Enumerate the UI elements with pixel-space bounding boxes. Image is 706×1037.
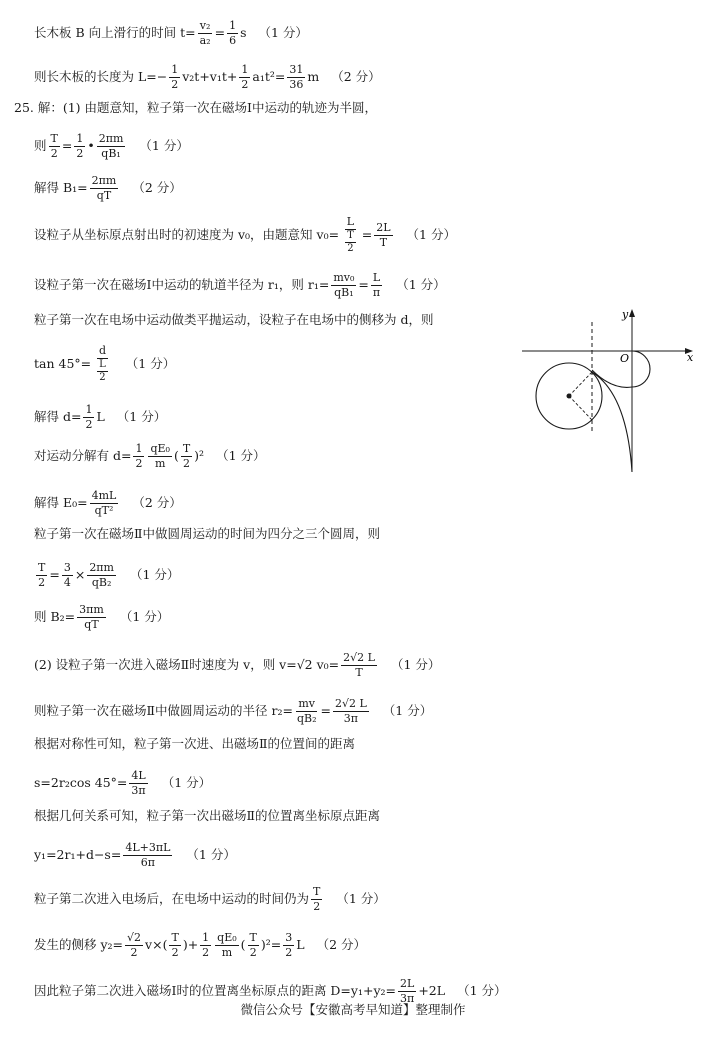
solution-line [34,932,366,958]
denominator: 2 [85,417,93,431]
score-points: （1 分） [382,702,433,718]
line-text: (2) 设粒子第一次进入磁场Ⅱ时速度为 v，则 v=√2 v₀= [34,656,340,672]
solution-line [34,528,380,541]
denominator: qB₁ [101,146,121,160]
numerator: 2√2 L [343,651,375,664]
solution-line [34,604,169,630]
fraction [331,272,356,298]
solution-line [34,810,380,823]
fraction [215,932,238,958]
fraction [77,604,106,630]
numerator: v₂ [199,19,211,32]
denominator: m [154,456,166,470]
numerator: 3πm [79,603,104,616]
denominator: qB₂ [296,711,317,725]
denominator: 2 [183,456,190,470]
denominator: qT [84,617,99,631]
numerator: 2L [376,221,391,235]
fraction [62,562,73,588]
fraction [200,932,211,958]
small-semicircle-arc [632,351,650,387]
denominator: 2 [285,945,293,959]
fraction [333,698,369,724]
line-text: ( [173,447,179,463]
fraction [198,20,213,46]
score-points: （1 分） [116,408,167,424]
numerator: 4mL [91,489,117,502]
fraction [371,272,382,298]
line-text: 因此粒子第二次进入磁场Ⅰ时的位置离坐标原点的距离 D=y₁+y₂= [34,982,397,998]
numerator: 2√2 L [334,697,367,710]
numerator: L [97,360,108,373]
denominator: 2 [99,372,106,384]
numerator: qE₀ [217,931,237,944]
score-points: （1 分） [216,447,266,463]
denominator: 2 [171,945,179,959]
line-text: 粒子第一次在电场中运动做类平抛运动，设粒子在电场中的侧移为 d，则 [34,312,434,327]
denominator: T [379,235,388,249]
line-text: 则 B₂= [34,608,76,624]
numerator: T [171,931,179,944]
origin-label: O [620,352,630,365]
line-text: 设粒子从坐标原点射出时的初速度为 v₀，由题意知 v₀= [34,227,340,243]
numerator: 1 [135,442,143,455]
fraction [345,231,356,255]
score-points: （1 分） [258,24,308,40]
line-text: 长木板 B 向上滑行的时间 t= [34,24,196,40]
denominator: 6 [229,33,237,47]
numerator: T [38,561,46,574]
fraction [283,932,294,958]
numerator: mv₀ [333,271,355,284]
solution-line [14,102,377,115]
line-text: L [296,936,305,952]
denominator: 2 [171,77,179,91]
solution-line [34,345,175,384]
line-text: 根据对称性可知，粒子第一次进、出磁场Ⅱ的位置间的距离 [34,736,355,751]
line-text: = [320,702,331,718]
numerator: 1 [241,63,249,76]
numerator: L [346,215,355,228]
numerator: qE₀ [150,442,170,455]
solution-line [34,404,166,430]
score-points: （1 分） [139,137,189,153]
line-text: × [74,566,86,582]
numerator: T [313,885,321,898]
numerator: 2πm [89,561,114,574]
score-points: （2 分） [132,179,182,195]
denominator: 6π [140,855,155,869]
denominator: 2 [38,575,46,589]
numerator: 1 [229,19,237,32]
fraction [341,652,377,678]
fraction [36,562,47,588]
denominator: T [355,665,363,679]
score-points: （1 分） [119,608,170,624]
nested-fraction [341,216,360,255]
line-text: 粒子第一次在磁场Ⅱ中做圆周运动的时间为四分之三个圆周，则 [34,526,380,541]
numerator: 3 [63,561,71,574]
numerator: 31 [289,63,304,76]
line-text: +2L [418,982,446,998]
denominator: 2 [135,456,143,470]
line-text: 25. 解：(1) 由题意知，粒子第一次在磁场Ⅰ中运动的轨迹为半圆， [14,100,377,115]
score-points: （1 分） [161,774,212,790]
line-text: s [240,24,247,40]
fraction [181,443,192,469]
numerator: 1 [171,63,179,76]
fraction [148,443,171,469]
fraction [374,222,392,248]
fraction [129,770,147,796]
solution-line [34,652,440,678]
score-points: （1 分） [186,846,236,862]
radius-line-1 [569,372,592,396]
denominator: m [221,945,233,959]
score-points: （1 分） [129,566,180,582]
line-text: 则长木板的长度为 L=− [34,68,168,84]
numerator: 2πm [91,174,117,187]
fraction [97,360,108,384]
denominator: 4 [63,575,71,589]
line-text: 发生的侧移 y₂= [34,936,124,952]
denominator: 2 [347,243,354,255]
fraction [227,20,238,46]
solution-line [34,64,381,90]
solution-line [34,738,355,751]
fraction [87,562,116,588]
parabola-arc [592,370,632,387]
y-axis-arrow [629,309,635,317]
solution-line [34,272,446,298]
line-text: v×( [145,936,168,952]
denominator [93,359,112,384]
numerator: 4L [131,769,146,782]
numerator: T [249,931,257,944]
denominator: a₂ [199,33,211,47]
fraction [169,64,180,90]
line-text: m [307,68,320,84]
numerator: 2L [400,977,415,990]
x-axis-label: x [687,351,694,364]
denominator: qB₂ [91,575,112,589]
fraction [90,175,119,201]
solution-line [34,314,433,327]
numerator: T [345,231,356,244]
denominator: 36 [289,77,304,91]
score-points: （1 分） [390,656,441,672]
nested-fraction [93,345,112,384]
fraction [311,886,322,912]
radius-line-2 [569,396,592,420]
line-text: 解得 B₁= [34,179,88,195]
trajectory-figure [517,304,697,474]
denominator: 2 [241,77,249,91]
denominator: 2 [313,899,321,913]
denominator: 2 [249,945,257,959]
solution-line [34,490,182,516]
line-text: 则 [34,137,47,153]
score-points: （2 分） [132,494,182,510]
line-text: y₁=2r₁+d−s= [34,846,122,862]
numerator: 2πm [98,132,124,145]
numerator: 1 [202,931,210,944]
solution-line [34,770,211,796]
fraction [248,932,259,958]
numerator: T [182,442,191,455]
line-text: 解得 E₀= [34,494,88,510]
line-text: v₂t+v₁t+ [182,68,238,84]
line-text: • [87,137,95,153]
numerator: 1 [76,132,84,145]
numerator: 1 [85,403,93,416]
fraction [133,443,144,469]
fraction [74,133,85,159]
denominator: π [372,285,381,299]
line-text: 粒子第二次进入电场后，在电场中运动的时间仍为 [34,890,310,906]
solution-line [34,886,386,912]
line-text: = [61,137,73,153]
fraction [239,64,250,90]
line-text: )+ [182,936,199,952]
line-text: 则粒子第一次在磁场Ⅱ中做圆周运动的半径 r₂= [34,702,293,718]
score-points: （1 分） [396,276,446,292]
solution-line [34,133,189,159]
y-axis-label: y [622,308,629,321]
denominator: 2 [76,146,84,160]
denominator: 3π [400,991,415,1005]
solution-line [34,443,266,469]
score-points: （1 分） [457,982,507,998]
fraction [295,698,319,724]
denominator: 2 [202,945,210,959]
denominator: qB₁ [334,285,354,299]
fraction [123,842,172,868]
fraction [125,932,143,958]
fraction [287,64,305,90]
line-text: 根据几何关系可知，粒子第一次出磁场Ⅱ的位置离坐标原点距离 [34,808,380,823]
denominator [341,230,360,255]
score-points: （1 分） [406,227,456,243]
solution-line [34,175,182,201]
score-points: （1 分） [125,356,176,372]
line-text: )²= [260,936,282,952]
line-text: L [96,408,105,424]
solution-line [34,216,456,255]
line-text: = [361,227,373,243]
fraction [169,932,180,958]
line-text: tan 45°= [34,356,92,372]
solution-line [34,20,308,46]
denominator: 3π [131,783,146,797]
line-text: = [49,566,60,582]
denominator: 3π [343,711,358,725]
numerator: 4L+3πL [125,841,171,854]
line-text: a₁t²= [252,68,286,84]
denominator: qT [96,188,112,202]
fraction [49,133,60,159]
line-text: )² [194,447,205,463]
line-text: = [214,24,226,40]
line-text: 设粒子第一次在磁场Ⅰ中运动的轨道半径为 r₁，则 r₁= [34,276,330,292]
score-points: （2 分） [316,936,367,952]
denominator: 2 [130,945,138,959]
score-points: （1 分） [336,890,386,906]
numerator: L [372,271,381,284]
fraction [97,133,126,159]
numerator: 3 [285,931,293,944]
numerator: mv [298,697,316,710]
fraction [90,490,119,516]
line-text: = [358,276,369,292]
denominator: qT² [94,503,114,517]
line-text: s=2r₂cos 45°= [34,774,128,790]
line-text: 解得 d= [34,408,82,424]
numerator: √2 [127,931,142,944]
score-points: （2 分） [331,68,381,84]
solution-line [34,562,179,588]
line-text: ( [240,936,246,952]
solution-line [34,698,432,724]
numerator: d [98,344,106,357]
fraction [83,404,94,430]
denominator: 2 [50,146,58,160]
numerator: T [50,132,58,145]
solution-line [34,842,236,868]
footer-text: 微信公众号【安徽高考早知道】整理制作 [240,1002,466,1017]
line-text: 对运动分解有 d= [34,447,132,463]
